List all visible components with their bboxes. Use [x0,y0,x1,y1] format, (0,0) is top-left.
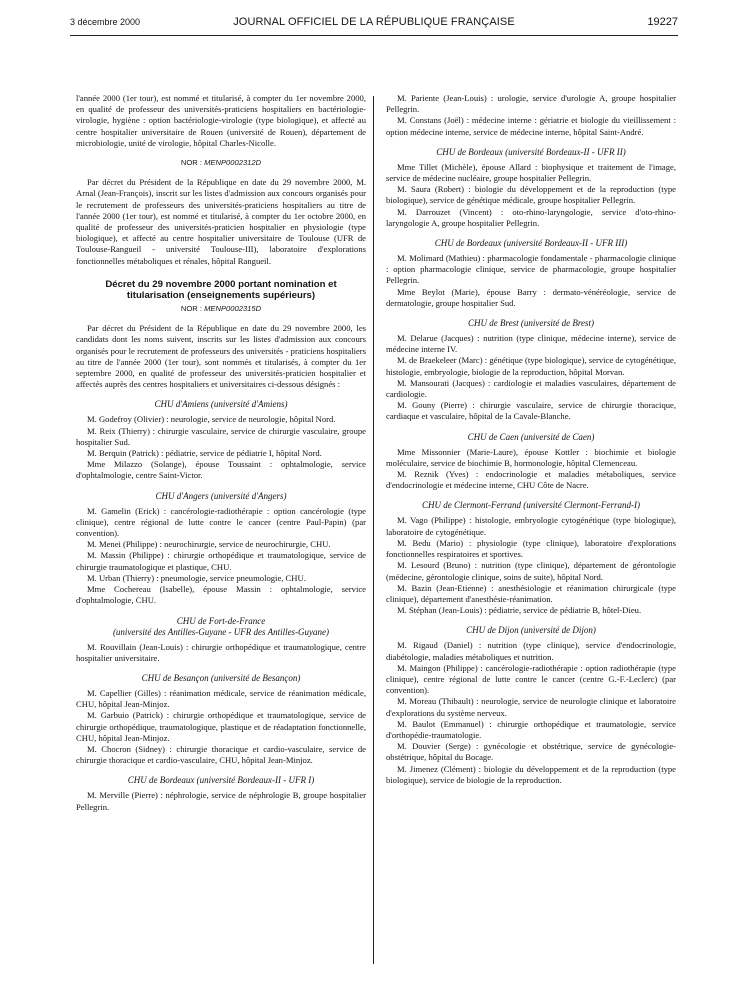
header-rule [70,35,678,36]
right-sections [386,147,676,786]
section-heading: CHU de Dijon (université de Dijon) [466,625,596,636]
appointment-entry: M. Delarue (Jacques) : nutrition (type clinique, médecine interne), service de médecine interne IV. [386,333,676,355]
section-heading: CHU de Caen (université de Caen) [467,431,595,442]
nor-code: MENP0002312D [204,158,262,168]
appointment-entry: M. Capellier (Gilles) : réanimation médicale, service de réanimation médicale, CHU, hôpital Jean-Minjoz. [76,687,366,710]
journal-title: JOURNAL OFFICIEL DE LA RÉPUBLIQUE FRANÇAISE [233,16,515,28]
appointment-entry: M. Chocron (Sidney) : chirurgie thoracique et cardio-vasculaire, service de chirurgie thoracique et cardio-vasculaire, CHU, hôpital Jean-Minjoz. [76,743,366,766]
section-heading: CHU d'Amiens (université d'Amiens) [154,399,288,410]
right-column [386,93,676,786]
appointment-entry: M. Bedu (Mario) : physiologie (type clinique), laboratoire d'explorations fonctionnelles respiratoires et sportives. [386,537,676,560]
nor-label: NOR : [180,304,202,314]
appointment-entry: M. Maingon (Philippe) : cancérologie-radiothérapie : option radiothérapie (type clinique), centre régional de lutte contre le cancer (centre G.-F.-Leclerc) (par convention). [386,662,676,696]
appointment-entry: M. Urban (Thierry) : pneumologie, service pneumologie, CHU. [87,572,306,583]
appointment-entry: M. Godefroy (Olivier) : neurologie, service de neurologie, hôpital Nord. [87,414,336,425]
nor-label: NOR : [180,158,202,168]
appointment-entry: M. de Braekeleer (Marc) : génétique (type biologique), service de cytogénétique, histologie, embryologie, biologie de la reproduction, hôpital Morvan. [386,355,676,377]
appointment-entry: Mme Milazzo (Solange), épouse Toussaint : ophtalmologie, service d'ophtalmologie, centre Saint-Victor. [76,459,366,481]
appointment-entry: M. Stéphan (Jean-Louis) : pédiatrie, service de pédiatrie B, hôtel-Dieu. [397,605,642,616]
appointment-entry: M. Jimenez (Clément) : biologie du développement et de la reproduction (type biologique), service de biologie de la reproduction. [386,763,676,785]
left-sections [76,399,366,812]
section-heading: CHU de Clermont-Ferrand (université Clermont-Ferrand-I) [422,500,640,511]
appointment-entry: M. Moreau (Thibault) : neurologie, service de neurologie clinique et laboratoire d'explorations du système nerveux. [386,696,676,718]
section-heading: CHU de Bordeaux (université Bordeaux-II - UFR II) [436,146,626,157]
appointment-entry: M. Gouny (Pierre) : chirurgie vasculaire, service de chirurgie thoracique, cardiaque et vasculaire, hôpital de la Cavale-Blanche. [386,400,676,422]
decree-paragraph: Par décret du Président de la République en date du 29 novembre 2000, M. Arnal (Jean-François), inscrit sur les listes d'admission aux concours organisés pour le recrutement de professeurs des universités-praticiens hospitaliers au titre de l'année 2000 (1er tour), est nommé et titularisé, à compter du 1er octobre 2000, en qualité de professeur des universités-praticien hospitalier en physiologie (type biologique), et affecté au centre hospitalier universitaire de Toulouse (UFR de Toulouse-Rangueil - université Toulouse-III), laboratoire d'explorations fonctionnelles métaboliques et rénales, hôpital Rangueil. [76,177,366,266]
appointment-entry: M. Lesourd (Bruno) : nutrition (type clinique), département de gérontologie (médecine, gérontologie clinique, soins de suite), hôpital Nord. [386,560,676,582]
appointment-entry: M. Reix (Thierry) : chirurgie vasculaire, service de chirurgie vasculaire, groupe hospitalier Sud. [76,425,366,447]
header-date: 3 décembre 2000 [70,17,141,27]
appointment-entry: M. Baulot (Emmanuel) : chirurgie orthopédique et traumatologie, service d'orthopédie-traumatologie. [386,718,676,740]
section-heading: (université des Antilles-Guyane - UFR des Antilles-Guyane) [112,626,330,637]
appointment-entry: M. Berquin (Patrick) : pédiatrie, service de pédiatrie I, hôpital Nord. [87,448,322,459]
page-number: 19227 [647,16,678,28]
left-column [76,93,366,813]
section-heading: CHU de Brest (université de Brest) [467,318,595,329]
appointment-entry: Mme Tillet (Michèle), épouse Allard : biophysique et traitement de l'image, service de médecine nucléaire, groupe hospitalier Pellegrin. [386,161,676,184]
section-heading: CHU de Bordeaux (université Bordeaux-II - UFR I) [127,775,315,786]
appointment-entry: M. Pariente (Jean-Louis) : urologie, service d'urologie A, groupe hospitalier Pellegrin. [386,93,676,115]
appointment-entry: Mme Cochereau (Isabelle), épouse Massin : ophtalmologie, service d'ophtalmologie, CHU. [76,584,366,606]
section-heading: CHU de Bordeaux (université Bordeaux-II - UFR III) [434,238,628,249]
appointment-entry: M. Rouvillain (Jean-Louis) : chirurgie orthopédique et traumatologique, centre hospitalier universitaire. [76,641,366,663]
appointment-entry: M. Merville (Pierre) : néphrologie, service de néphrologie B, groupe hospitalier Pellegrin. [76,790,366,812]
appointment-entry: Mme Beylot (Marie), épouse Barry : dermato-vénéréologie, service de dermatologie, groupe hospitalier Sud. [386,286,676,308]
appointment-entry: M. Vago (Philippe) : histologie, embryologie cytogénétique (type biologique), laboratoire de cytogénétique. [386,515,676,537]
nor-code: MENP0002315D [204,304,262,314]
column-separator [373,96,374,964]
appointment-entry: Mme Missonnier (Marie-Laure), épouse Kottler : biochimie et biologie moléculaire, service de biochimie B, hormonologie, hôpital Clemenceau. [386,446,676,468]
appointment-entry: M. Darrouzet (Vincent) : oto-rhino-laryngologie, service d'oto-rhino-laryngologie A, groupe hospitalier Pellegrin. [386,206,676,228]
decree-paragraph: Par décret du Président de la République en date du 29 novembre 2000, les candidats dont les noms suivent, inscrits sur les listes d'admission aux concours organisés pour le recrutement de professeurs des universités - praticiens hospitaliers au titre de l'année 2000 (1er tour), sont nommés et titularisés, à compter du 1er septembre 2000, en qualité de professeur des universités-praticien hospitalier et affectés auprès des centres hospitaliers et universitaires ci-dessous désignés : [76,323,366,390]
section-heading: CHU de Fort-de-France [176,615,266,626]
appointment-entry: M. Saura (Robert) : biologie du développement et de la reproduction (type biologique), service de génétique médicale, groupe hospitalier Pellegrin. [386,184,676,206]
appointment-entry: M. Rigaud (Daniel) : nutrition (type clinique), service d'endocrinologie, diabétologie, maladies métaboliques et nutrition. [386,640,676,662]
appointment-entry: M. Douvier (Serge) : gynécologie et obstétrique, service de gynécologie-obstétrique, hôpital du Bocage. [386,741,676,763]
section-heading: CHU d'Angers (université d'Angers) [155,490,287,501]
appointment-entry: M. Constans (Joël) : médecine interne : gériatrie et biologie du vieillissement : option médecine interne, service de médecine interne, hôpital Saint-André. [386,115,676,137]
decree-title: Décret du 29 novembre 2000 portant nomination et titularisation (enseignements supérieurs) [105,278,337,302]
appointment-entry: M. Garbuio (Patrick) : chirurgie orthopédique et traumatologique, service de chirurgie orthopédique, traumatologique, plastique et de réadaptation fonctionnelle, CHU, hôpital Jean-Minjoz. [76,710,366,743]
appointment-entry: M. Gamelin (Erick) : cancérologie-radiothérapie : option cancérologie (type clinique), centre régional de lutte contre le cancer (centre Paul-Papin) (par convention). [76,505,366,539]
appointment-entry: M. Menei (Philippe) : neurochirurgie, service de neurochirurgie, CHU. [87,539,331,550]
continuation-paragraph: l'année 2000 (1er tour), est nommé et titularisé, à compter du 1er novembre 2000, en qualité de professeur des universités-praticiens hospitaliers en bactériologie-virologie, hygiène : option bactériologie-virologie (type biologique), et affecté au centre hospitalier universitaire de Rouen (université de Rouen), département de microbiologie, unité de virologie, hôpital Charles-Nicolle. [76,93,366,148]
nor-reference [76,303,366,314]
appointment-entry: M. Bazin (Jean-Etienne) : anesthésiologie et réanimation chirurgicale (type clinique), département d'anesthésie-réanimation. [386,582,676,604]
appointment-entry: M. Molimard (Mathieu) : pharmacologie fondamentale - pharmacologie clinique : option pharmacologie clinique, service de pharmacologie, groupe hospitalier Pellegrin. [386,253,676,286]
section-heading: CHU de Besançon (université de Besançon) [141,672,301,683]
appointment-entry: M. Massin (Philippe) : chirurgie orthopédique et traumatologique, service de chirurgie traumatologique et plastique, CHU. [76,550,366,572]
appointment-entry: M. Mansourati (Jacques) : cardiologie et maladies vasculaires, département de cardiologie. [386,377,676,400]
appointment-entry: M. Reznik (Yves) : endocrinologie et maladies métaboliques, service d'endocrinologie et médecine interne, CHU Côte de Nacre. [386,469,676,491]
right-lead-entries [386,93,676,138]
running-header [70,17,678,31]
nor-reference [76,157,366,168]
